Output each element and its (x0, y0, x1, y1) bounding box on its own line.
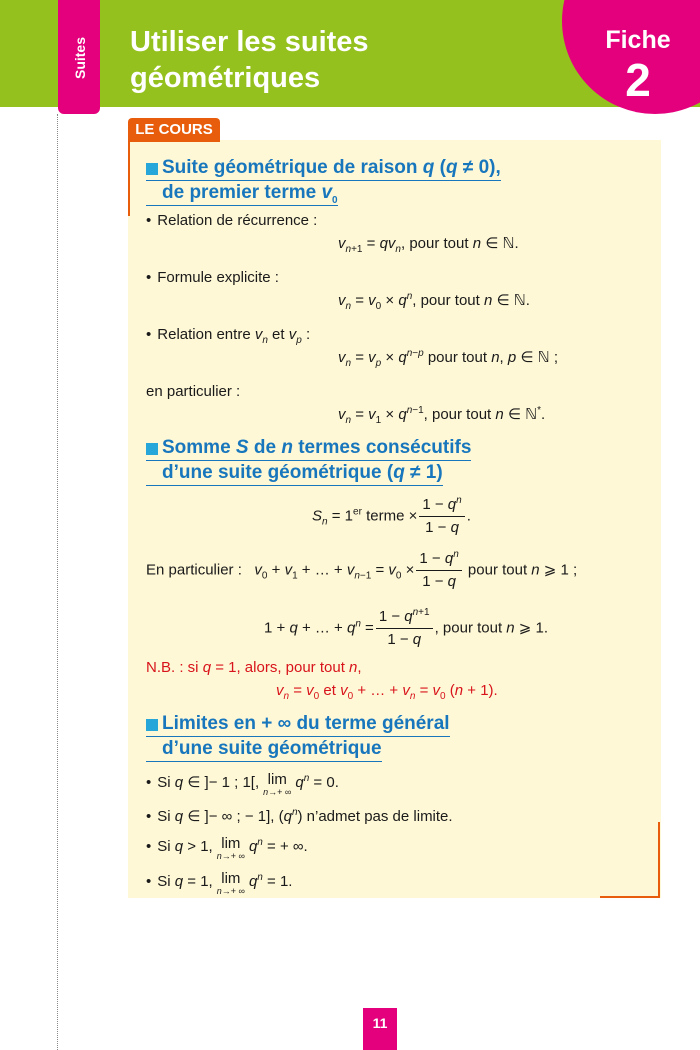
section2-heading-line2: d’une suite géométrique (q ≠ 1) (146, 461, 443, 486)
limit-case4: • Si q = 1, lim n→+ ∞ $q^n = 1$. (146, 872, 292, 896)
bullet-recurrence: • Relation de récurrence : (146, 211, 317, 231)
section1-heading (146, 156, 501, 206)
limit-case1: • Si q ∈ ]− 1 ; 1[, lim n→+ ∞ $q^n = 0$. (146, 773, 339, 797)
section2-heading (146, 436, 471, 486)
formula-particular: $v_n = v_1 \times q^{n-1}$, pour tout n ∈ ℕ*. (338, 405, 546, 426)
limit-operator: lim n→+ ∞ (216, 835, 245, 861)
limit-case3: • Si q > 1, lim n→+ ∞ $q^n$ = + ∞. (146, 837, 308, 861)
limit-case2: • Si q ∈ ]− ∞ ; − 1], $(q^n)$ n’admet pas de limite. (146, 807, 453, 827)
formula-relation: $v_n = v_p \times q^{n-p}$ pour tout n, p ∈ ℕ ; (338, 348, 558, 369)
page-number: 11 (363, 1008, 397, 1050)
fiche-number: 2 (625, 54, 651, 106)
page-title-line1: Utiliser les suites (130, 26, 369, 58)
cours-label: LE COURS (128, 118, 220, 142)
section3-heading-line1: Limites en + ∞ du terme général (146, 712, 450, 737)
note-particular: en particulier : (146, 383, 241, 400)
geometric-fraction: $\frac{1 - q^{n+1}}{1 - q}$ (376, 606, 433, 651)
particular-label: En particulier : (146, 561, 242, 579)
bullet-relation: • Relation entre $v_n$ et $v_p$ : (146, 325, 310, 345)
margin-dotted-line (57, 114, 58, 1050)
heading-square-icon (146, 443, 158, 455)
panel-bracket-bottom-horizontal (600, 896, 660, 898)
heading-square-icon (146, 163, 158, 175)
sum-formula: $S_n = 1er$ terme × $\frac{1 - q^n}{1 - q}$ . (312, 494, 471, 539)
formula-explicit: $v_n = v_0 \times q^n$, pour tout n ∈ ℕ. (338, 291, 530, 312)
sum-fraction: $\frac{1 - q^n}{1 - q}$ (419, 494, 464, 539)
section3-heading-line2: d’une suite géométrique (146, 737, 382, 762)
particular-fraction: $\frac{1 - q^n}{1 - q}$ (416, 548, 461, 593)
nb-line2: $v_n = v_0$ et $v_0$ + … + $v_n = v_0$ (n + 1). (276, 682, 498, 702)
page-title-line2: géométriques (130, 62, 321, 94)
page-title (130, 24, 369, 96)
section2-heading-line1: Somme S de n termes consécutifs (146, 436, 471, 461)
section1-heading-line1: Suite géométrique de raison q (q ≠ 0), (146, 156, 501, 181)
section-tab-label: Suites (72, 36, 88, 80)
geometric-sum: 1 + q + … + $q^n$ = $\frac{1 - q^{n+1}}{1 - q}$ , pour tout n ⩾ 1. (264, 606, 548, 651)
section3-heading (146, 712, 450, 762)
section1-heading-line2: de premier terme $v_0$ (146, 181, 338, 206)
limit-operator: lim n→+ ∞ (263, 771, 292, 797)
formula-recurrence: $v_{n+1} = qv_n$, pour tout n ∈ ℕ. (338, 235, 519, 255)
bullet-explicit: • Formule explicite : (146, 268, 279, 288)
heading-square-icon (146, 719, 158, 731)
particular-sum: En particulier : $v_0 + v_1$ + … + $v_{n-1} = v_0$ × $\frac{1 - q^n}{1 - q}$ pour tout n ⩾ 1 ; (146, 548, 577, 593)
panel-bracket-bottom-vertical (658, 822, 660, 898)
nb-line1: N.B. : si q = 1, alors, pour tout n, (146, 659, 362, 676)
limit-operator: lim n→+ ∞ (216, 870, 245, 896)
fiche-label: Fiche (605, 26, 671, 54)
